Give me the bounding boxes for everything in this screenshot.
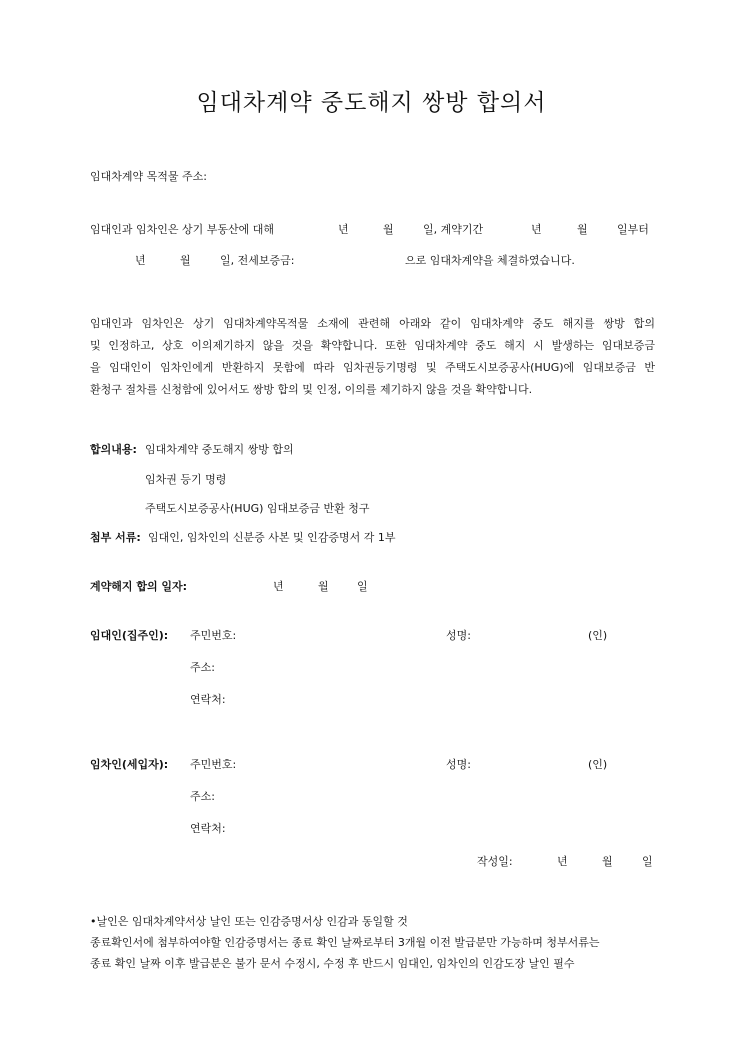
attachments-label: 첨부 서류: [90, 531, 141, 544]
written-day: 일 [642, 855, 653, 868]
termination-date-label: 계약해지 합의 일자: [90, 580, 188, 593]
contract-day-1: 일, 계약기간 [423, 223, 484, 236]
note-line: 종료확인서에 첨부하여야할 인감증명서는 종료 확인 날짜로부터 3개월 이전 발급분만 가능하며 청부서류는 [90, 936, 600, 949]
landlord-label: 임대인(집주인): [90, 629, 169, 642]
tenant-contact-label: 연락처: [190, 822, 226, 835]
paragraph-line: 임대인과 임차인은 상기 임대차계약목적물 소재에 관련해 아래와 같이 임대차계약 중도 해지를 쌍방 합의 [90, 317, 655, 330]
landlord-name-label: 성명: [446, 629, 471, 642]
document-title: 임대차계약 중도해지 쌍방 합의서 [196, 90, 547, 116]
agreement-item: 임대차계약 중도해지 쌍방 합의 [145, 443, 294, 456]
contract-day-2: 일부터 [617, 223, 649, 236]
contract-year-2: 년 [531, 223, 542, 236]
written-date-label: 작성일: [477, 855, 513, 868]
written-year: 년 [557, 855, 568, 868]
note-line: 종료 확인 날짜 이후 발급분은 불가 문서 수정시, 수정 후 반드시 임대인, 임차인의 인감도장 날인 필수 [90, 957, 575, 970]
contract-year-1: 년 [338, 223, 349, 236]
landlord-seal: (인) [588, 629, 608, 642]
agreement-paragraph [90, 313, 655, 401]
termination-month: 월 [318, 580, 329, 593]
landlord-contact-label: 연락처: [190, 693, 226, 706]
contract-month-2: 월 [577, 223, 588, 236]
contract-text: 임대인과 임차인은 상기 부동산에 대해 [90, 223, 275, 236]
landlord-id-label: 주민번호: [190, 629, 237, 642]
contract-day-3: 일, 전세보증금: [220, 254, 295, 267]
contract-year-3: 년 [135, 254, 146, 267]
attachments-value: 임대인, 임차인의 신분증 사본 및 인감증명서 각 1부 [148, 531, 396, 544]
landlord-address-label: 주소: [190, 661, 215, 674]
written-month: 월 [602, 855, 613, 868]
contract-tail: 으로 임대차계약을 체결하였습니다. [405, 254, 575, 267]
note-line: •날인은 임대차계약서상 날인 또는 인감증명서상 인감과 동일할 것 [90, 915, 408, 928]
contract-month-3: 월 [180, 254, 191, 267]
property-address-label: 임대차계약 목적물 주소: [90, 170, 207, 183]
tenant-seal: (인) [588, 758, 608, 771]
tenant-address-label: 주소: [190, 790, 215, 803]
termination-day: 일 [357, 580, 368, 593]
tenant-name-label: 성명: [446, 758, 471, 771]
contract-month-1: 월 [383, 223, 394, 236]
paragraph-line: 환청구 절차를 신청함에 있어서도 쌍방 합의 및 인정, 이의를 제기하지 않을 것을 확약합니다. [90, 383, 533, 396]
paragraph-line: 및 인정하고, 상호 이의제기하지 않을 것을 확약합니다. 또한 임대차계약 중도 해지 시 발생하는 임대보증금 [90, 339, 655, 352]
paragraph-line: 을 임대인이 임차인에게 반환하지 못함에 따라 임차권등기명령 및 주택도시보증공사(HUG)에 임대보증금 반 [90, 361, 655, 374]
tenant-label: 임차인(세입자): [90, 758, 169, 771]
agreement-content-label: 합의내용: [90, 443, 137, 456]
termination-year: 년 [273, 580, 284, 593]
agreement-item: 주택도시보증공사(HUG) 임대보증금 반환 청구 [145, 502, 370, 515]
tenant-id-label: 주민번호: [190, 758, 237, 771]
agreement-item: 임차권 등기 명령 [145, 473, 227, 486]
